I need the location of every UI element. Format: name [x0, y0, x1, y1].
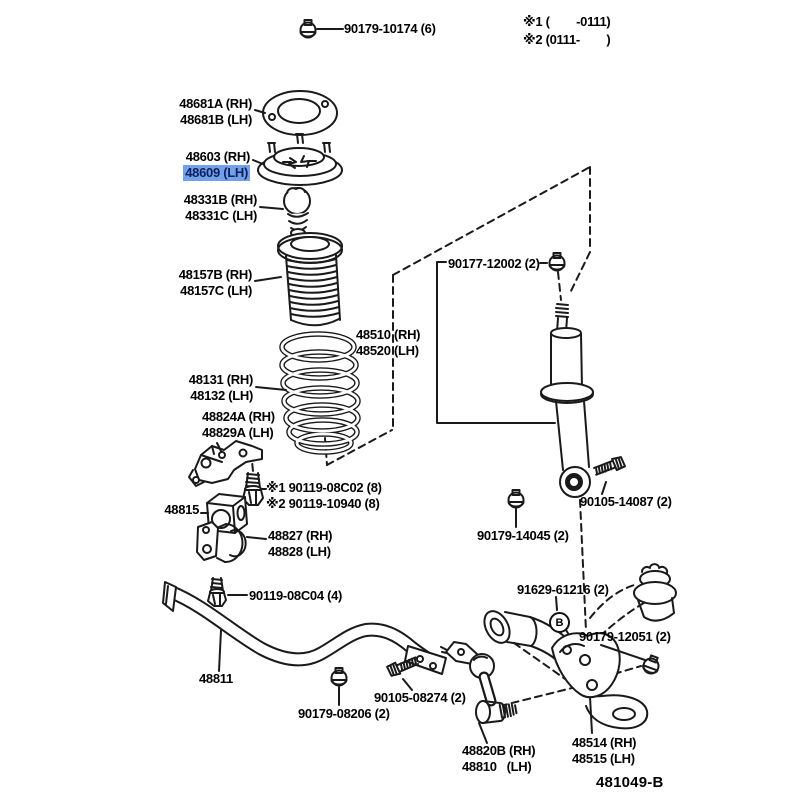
label-48157[interactable]: 48157B (RH) 48157C (LH) [178, 267, 252, 298]
label-90179-12051[interactable]: 90179-12051 (2) [579, 629, 671, 644]
callout-b-badge: B [549, 612, 570, 633]
label-48820[interactable]: 48820B (RH) 48810 (LH) [462, 743, 536, 774]
label-90177-12002[interactable]: 90177-12002 (2) [448, 256, 540, 271]
label-48827[interactable]: 48827 (RH) 48828 (LH) [268, 528, 333, 559]
label-48510[interactable]: 48510 (RH) 48520 (LH) [356, 327, 421, 358]
leader-48820 [479, 723, 487, 743]
leader-48131 [256, 387, 286, 390]
diagram-code: 481049-B [596, 774, 664, 791]
nut-90179-10174-icon [301, 20, 316, 38]
label-48603[interactable]: 48603 (RH) 48609 (LH) [185, 149, 250, 180]
leader-48811 [219, 630, 221, 671]
bracket-48510 [437, 262, 555, 423]
bolt-90105-08274-icon [387, 656, 419, 678]
leader-91629 [556, 597, 557, 610]
label-90119-08c04[interactable]: 90119-08C04 (4) [249, 588, 343, 603]
part-dust-cover-48157 [278, 233, 342, 325]
part-dust-seal-48681 [263, 91, 337, 135]
label-90179-10174[interactable]: 90179-10174 (6) [344, 21, 436, 36]
leader-48514 [590, 697, 592, 733]
leader-48603 [253, 160, 263, 164]
highlighted-part-48609: 48609 (LH) [185, 165, 248, 180]
label-48811[interactable]: 48811 [199, 671, 233, 686]
nut-90177-12002-icon [550, 253, 565, 271]
nut-90179-14045-icon [509, 490, 524, 508]
label-48681[interactable]: 48681A (RH) 48681B (LH) [179, 96, 252, 127]
nut-90179-08206-icon [332, 668, 347, 686]
bolt-90119-08c04-icon [208, 578, 226, 606]
label-91629-61216[interactable]: 91629-61216 (2) [517, 582, 609, 597]
bolt-90105-14087-icon [593, 456, 625, 477]
part-bumper-48331 [284, 188, 310, 237]
part-coil-spring-48131 [282, 334, 358, 452]
label-48131[interactable]: 48131 (RH) 48132 (LH) [188, 372, 253, 403]
label-90105-14087[interactable]: 90105-14087 (2) [580, 494, 672, 509]
part-support-48603 [258, 134, 342, 185]
nut-90179-12051-icon [641, 654, 661, 676]
label-90179-08206[interactable]: 90179-08206 (2) [298, 706, 390, 721]
leader-48157 [255, 277, 281, 281]
label-90105-08274[interactable]: 90105-08274 (2) [374, 690, 466, 705]
label-48331[interactable]: 48331B (RH) 48331C (LH) [183, 192, 257, 223]
leader-48331 [260, 207, 283, 209]
leader-90105-14087 [602, 482, 606, 494]
label-48824[interactable]: 48824A (RH) 48829A (LH) [202, 409, 275, 440]
label-48514[interactable]: 48514 (RH) 48515 (LH) [572, 735, 637, 766]
leader-48827 [247, 537, 266, 539]
label-90179-14045[interactable]: 90179-14045 (2) [477, 528, 569, 543]
label-90119-bolts[interactable]: ※1 90119-08C02 (8) ※2 90119-10940 (8) [266, 480, 382, 511]
note-asterisk-1: ※1 ( -0111) [523, 14, 611, 29]
label-48815[interactable]: 48815 [164, 502, 199, 517]
leader-08274 [403, 679, 412, 690]
part-shock-absorber-48510 [541, 304, 593, 497]
part-stabilizer-link-48820 [441, 642, 517, 723]
note-asterisk-2: ※2 (0111- ) [523, 32, 611, 47]
